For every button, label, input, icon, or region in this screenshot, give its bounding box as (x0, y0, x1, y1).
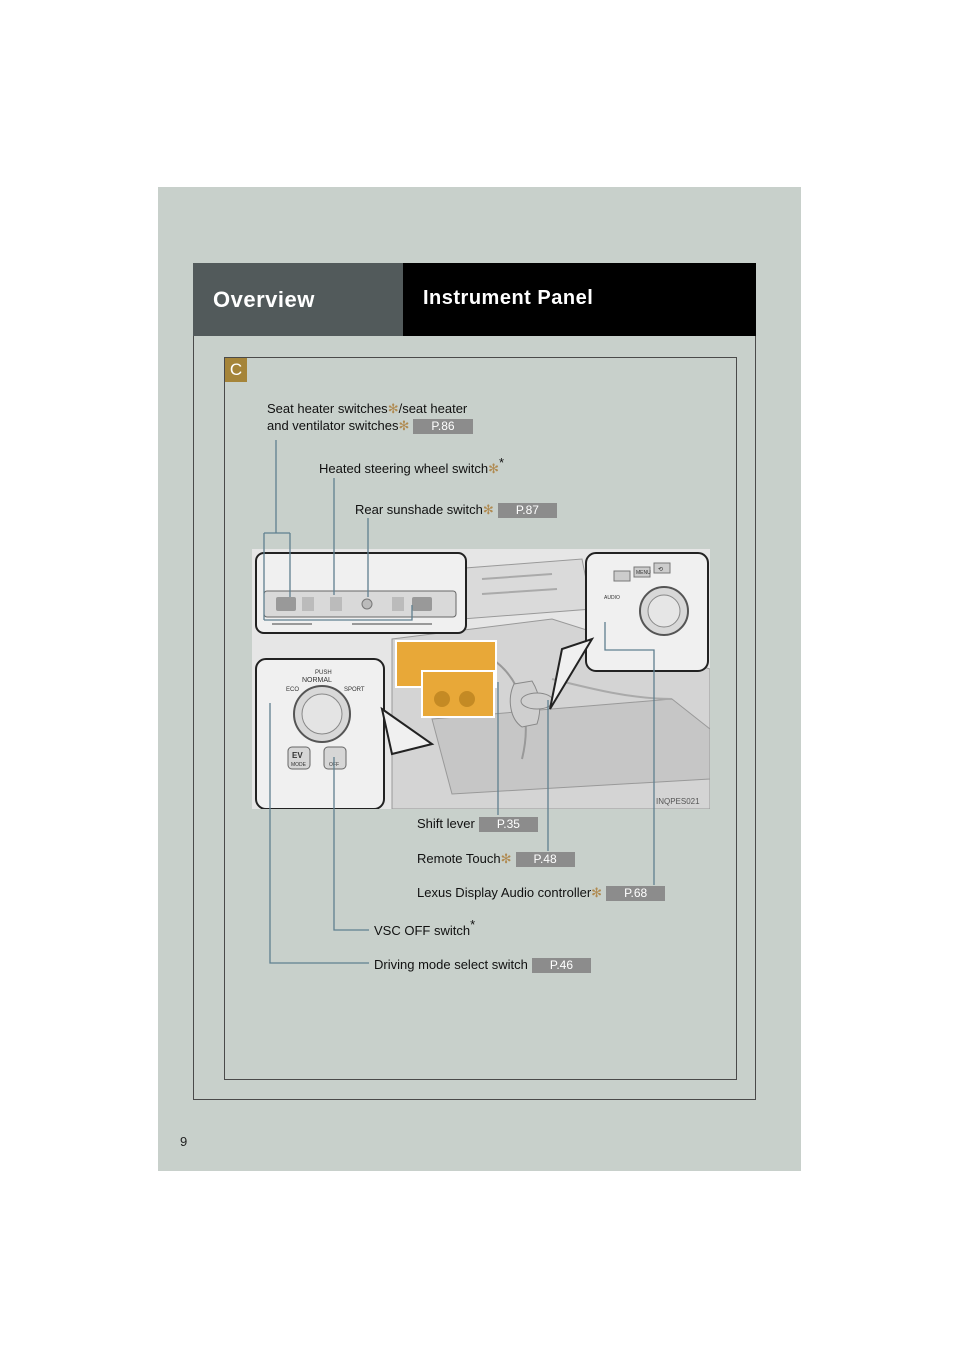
page-ref-shift-lever[interactable]: P.35 (479, 817, 538, 832)
controller-audio-label: AUDIO (604, 595, 620, 601)
shift-lever-label: Shift lever P.35 (417, 815, 538, 832)
asterisk-icon: ✻ (387, 401, 399, 416)
illustration-code: INQPES021 (656, 797, 700, 806)
page-ref-rear-sunshade[interactable]: P.87 (498, 503, 557, 518)
vsc-off-switch-label: VSC OFF switch* (374, 917, 476, 938)
page-ref-display-audio[interactable]: P.68 (606, 886, 665, 901)
controller-back-label: ⟲ (658, 566, 664, 573)
page-ref-seat-heater[interactable]: P.86 (413, 419, 472, 434)
section-tag: C (225, 358, 247, 382)
controller-menu-label: MENU (636, 570, 651, 576)
rear-sunshade-label: Rear sunshade switch✻ P.87 (355, 501, 557, 518)
ev-label: EV (292, 751, 303, 760)
drive-mode-label: Driving mode select switch P.46 (374, 956, 591, 973)
page-number: 9 (180, 1134, 188, 1149)
asterisk-icon: ✻ (500, 851, 512, 866)
page-header (403, 263, 756, 336)
asterisk-icon: ✻ (482, 502, 494, 517)
knob-eco-label: ECO (286, 687, 300, 693)
knob-sport-label: SPORT (344, 687, 365, 693)
instrument-panel-illustration (252, 549, 710, 809)
vsc-off-label: OFF (329, 762, 339, 768)
asterisk-icon: ✻ (591, 885, 603, 900)
section-header (193, 263, 403, 336)
seat-heater-label: Seat heater switches✻/seat heater and ventilator switches✻ P.86 (267, 400, 473, 434)
asterisk-icon: ✻ (488, 461, 499, 476)
display-audio-label: Lexus Display Audio controller✻ P.68 (417, 884, 665, 901)
knob-push-label: PUSH (315, 670, 332, 676)
page-ref-remote-touch[interactable]: P.48 (516, 852, 575, 867)
section-title: Overview (213, 287, 315, 312)
page-ref-drive-mode[interactable]: P.46 (532, 958, 591, 973)
asterisk-icon: ✻ (398, 418, 410, 433)
page-title: Instrument Panel (423, 287, 594, 309)
knob-normal-label: NORMAL (302, 677, 332, 684)
ev-mode-label: MODE (291, 762, 306, 768)
remote-touch-label: Remote Touch✻ P.48 (417, 850, 575, 867)
heated-steering-label: Heated steering wheel switch✻* (319, 455, 505, 476)
